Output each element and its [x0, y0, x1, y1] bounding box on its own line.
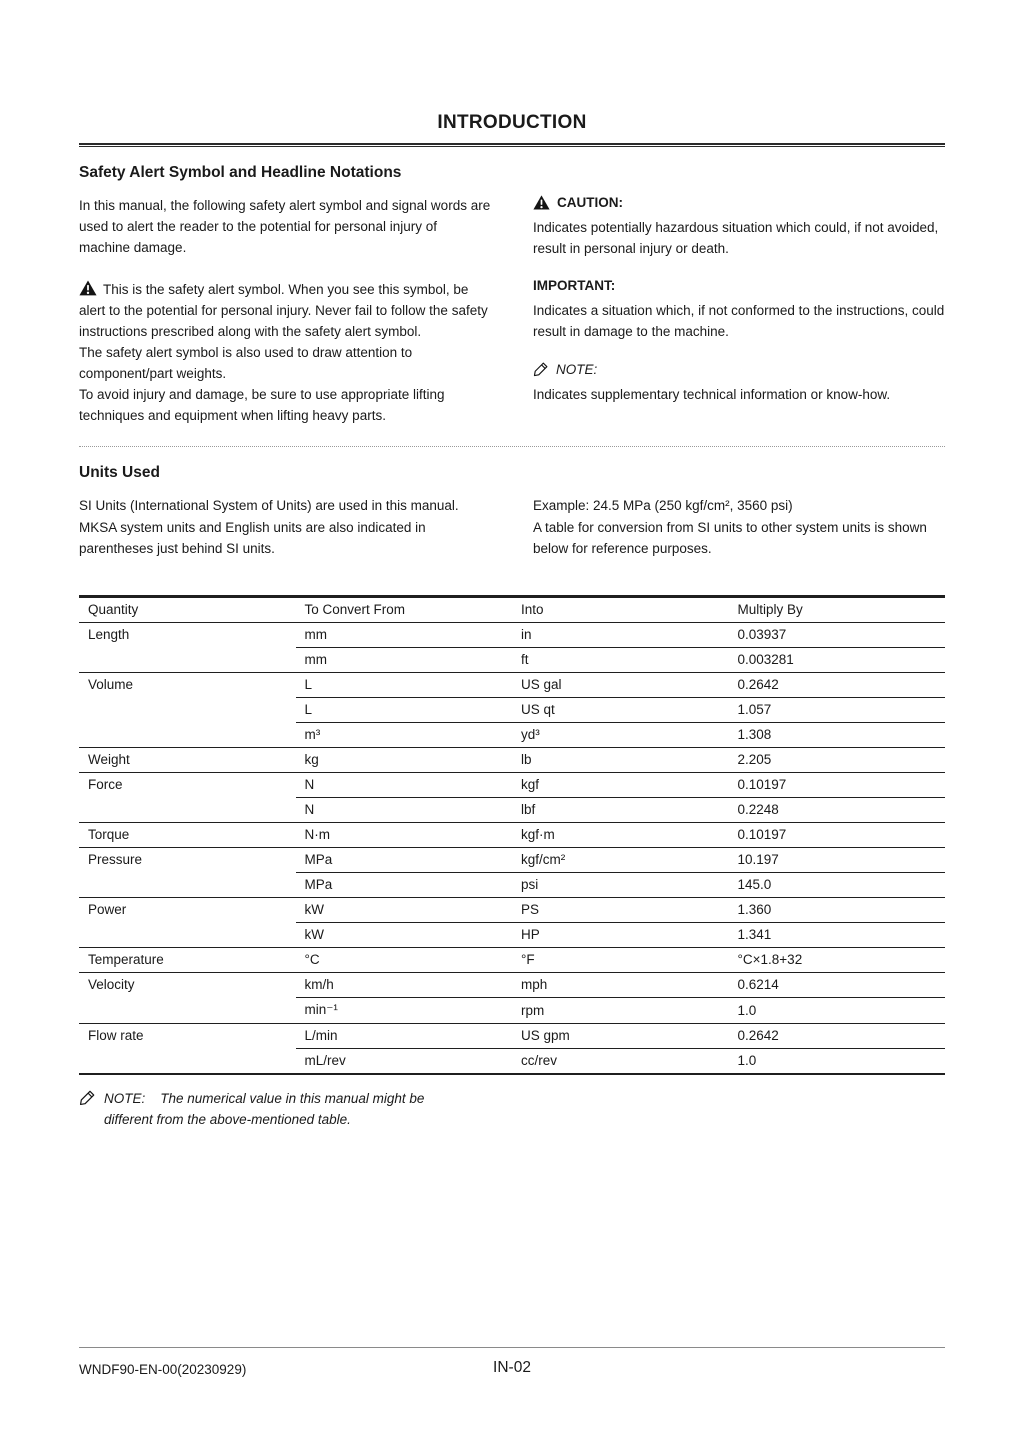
- page-footer: [79, 1347, 945, 1379]
- multiply-by-cell: 0.10197: [729, 772, 946, 797]
- quantity-cell: [79, 797, 296, 822]
- quantity-cell: [79, 872, 296, 897]
- units-section-heading: Units Used: [79, 464, 160, 482]
- into-cell: US gpm: [512, 1023, 729, 1048]
- convert-from-cell: MPa: [296, 872, 513, 897]
- table-header-row: [79, 596, 945, 622]
- table-row: [79, 922, 945, 947]
- safety-section-heading: Safety Alert Symbol and Headline Notations: [79, 164, 402, 181]
- quantity-cell: Flow rate: [79, 1023, 296, 1048]
- convert-from-cell: kg: [296, 747, 513, 772]
- warning-triangle-icon: [79, 280, 97, 296]
- title-divider: [79, 143, 945, 147]
- into-cell: °F: [512, 947, 729, 972]
- units-example: Example: 24.5 MPa (250 kgf/cm², 3560 psi): [533, 498, 793, 514]
- table-row: [79, 722, 945, 747]
- quantity-cell: Torque: [79, 822, 296, 847]
- into-cell: kgf/cm²: [512, 847, 729, 872]
- convert-from-cell: N·m: [296, 822, 513, 847]
- note-label: NOTE:: [556, 361, 598, 377]
- important-text: Indicates a situation which, if not conformed to the instructions, could result in damage to the machine.: [533, 303, 945, 340]
- quantity-cell: Volume: [79, 672, 296, 697]
- safety-intro-paragraph: In this manual, the following safety alert symbol and signal words are used to alert the reader to the potential for personal injury of machine damage.: [79, 198, 491, 256]
- safety-alert-block: [79, 279, 491, 426]
- convert-from-cell: mL/rev: [296, 1048, 513, 1074]
- into-cell: US gal: [512, 672, 729, 697]
- convert-from-cell: N: [296, 772, 513, 797]
- table-row: [79, 672, 945, 697]
- into-cell: psi: [512, 872, 729, 897]
- multiply-by-cell: 145.0: [729, 872, 946, 897]
- conversion-table-wrap: [79, 595, 945, 1075]
- safety-alert-paragraph-2: The safety alert symbol is also used to draw attention to component/part weights.: [79, 345, 413, 382]
- into-cell: kgf·m: [512, 822, 729, 847]
- table-row: [79, 772, 945, 797]
- bottom-note: [79, 1089, 945, 1131]
- header-to-convert-from: To Convert From: [296, 596, 513, 622]
- multiply-by-cell: 0.003281: [729, 647, 946, 672]
- multiply-by-cell: 0.6214: [729, 972, 946, 997]
- bottom-note-text: The numerical value in this manual might be different from the above-mentioned table.: [104, 1090, 425, 1127]
- note-label-row: [533, 361, 945, 377]
- table-row: [79, 622, 945, 647]
- caution-label-row: [533, 195, 945, 210]
- units-left-column: [79, 495, 491, 558]
- warning-triangle-icon: [533, 195, 550, 210]
- table-row: [79, 847, 945, 872]
- quantity-cell: Temperature: [79, 947, 296, 972]
- quantity-cell: Length: [79, 622, 296, 647]
- convert-from-cell: kW: [296, 922, 513, 947]
- table-row: [79, 822, 945, 847]
- multiply-by-cell: 0.03937: [729, 622, 946, 647]
- convert-from-cell: mm: [296, 647, 513, 672]
- quantity-cell: Weight: [79, 747, 296, 772]
- manual-page: [79, 0, 945, 1130]
- convert-from-cell: kW: [296, 897, 513, 922]
- safety-section-columns: [79, 195, 945, 426]
- important-callout: [533, 278, 945, 342]
- conversion-table: [79, 595, 945, 1075]
- table-row: [79, 797, 945, 822]
- header-into: Into: [512, 596, 729, 622]
- convert-from-cell: min⁻¹: [296, 997, 513, 1023]
- pencil-note-icon: [79, 1089, 96, 1106]
- convert-from-cell: N: [296, 797, 513, 822]
- table-row: [79, 647, 945, 672]
- quantity-cell: [79, 997, 296, 1023]
- multiply-by-cell: 2.205: [729, 747, 946, 772]
- quantity-cell: Power: [79, 897, 296, 922]
- multiply-by-cell: 0.10197: [729, 822, 946, 847]
- safety-alert-paragraph-3: To avoid injury and damage, be sure to use appropriate lifting techniques and equipment when lifting heavy parts.: [79, 387, 445, 424]
- into-cell: ft: [512, 647, 729, 672]
- quantity-cell: Velocity: [79, 972, 296, 997]
- table-row: [79, 697, 945, 722]
- into-cell: rpm: [512, 997, 729, 1023]
- important-label-row: [533, 278, 945, 293]
- safety-alert-paragraph-1: This is the safety alert symbol. When you see this symbol, be alert to the potential for personal injury. Never fail to follow the safety instructions prescribed along with the safety alert symbol.: [79, 282, 488, 340]
- table-row: [79, 972, 945, 997]
- into-cell: US qt: [512, 697, 729, 722]
- units-intro-paragraph: SI Units (International System of Units) are used in this manual. MKSA system units and English units are also indicated in parentheses just behind SI units.: [79, 498, 459, 556]
- into-cell: cc/rev: [512, 1048, 729, 1074]
- convert-from-cell: MPa: [296, 847, 513, 872]
- units-table-intro: A table for conversion from SI units to other system units is shown below for reference purposes.: [533, 519, 927, 556]
- caution-label: CAUTION:: [557, 195, 623, 210]
- header-quantity: Quantity: [79, 596, 296, 622]
- conversion-table-body: [79, 622, 945, 1074]
- note-callout: [533, 361, 945, 405]
- pencil-note-icon: [533, 361, 549, 377]
- bottom-note-label: NOTE:: [104, 1090, 146, 1106]
- quantity-cell: [79, 647, 296, 672]
- caution-callout: [533, 195, 945, 259]
- multiply-by-cell: 0.2642: [729, 672, 946, 697]
- table-row: [79, 872, 945, 897]
- multiply-by-cell: 1.360: [729, 897, 946, 922]
- into-cell: yd³: [512, 722, 729, 747]
- multiply-by-cell: 10.197: [729, 847, 946, 872]
- convert-from-cell: L: [296, 697, 513, 722]
- footer-page-number: IN-02: [493, 1359, 531, 1376]
- important-label: IMPORTANT:: [533, 278, 616, 294]
- multiply-by-cell: 1.0: [729, 1048, 946, 1074]
- convert-from-cell: L: [296, 672, 513, 697]
- table-row: [79, 747, 945, 772]
- units-right-column: [533, 495, 945, 558]
- convert-from-cell: mm: [296, 622, 513, 647]
- convert-from-cell: L/min: [296, 1023, 513, 1048]
- multiply-by-cell: 1.341: [729, 922, 946, 947]
- multiply-by-cell: 1.057: [729, 697, 946, 722]
- safety-right-column: [533, 195, 945, 426]
- convert-from-cell: m³: [296, 722, 513, 747]
- safety-left-column: [79, 195, 491, 426]
- quantity-cell: Pressure: [79, 847, 296, 872]
- table-row: [79, 997, 945, 1023]
- table-row: [79, 947, 945, 972]
- convert-from-cell: km/h: [296, 972, 513, 997]
- bottom-note-text-wrap: [104, 1089, 476, 1131]
- quantity-cell: [79, 922, 296, 947]
- multiply-by-cell: °C×1.8+32: [729, 947, 946, 972]
- into-cell: lbf: [512, 797, 729, 822]
- note-text: Indicates supplementary technical information or know-how.: [533, 387, 891, 403]
- into-cell: HP: [512, 922, 729, 947]
- into-cell: in: [512, 622, 729, 647]
- quantity-cell: [79, 722, 296, 747]
- multiply-by-cell: 1.308: [729, 722, 946, 747]
- into-cell: lb: [512, 747, 729, 772]
- quantity-cell: [79, 1048, 296, 1074]
- into-cell: kgf: [512, 772, 729, 797]
- quantity-cell: [79, 697, 296, 722]
- table-row: [79, 1023, 945, 1048]
- multiply-by-cell: 0.2248: [729, 797, 946, 822]
- header-multiply-by: Multiply By: [729, 596, 946, 622]
- footer-document-number: WNDF90-EN-00(20230929): [79, 1362, 247, 1377]
- multiply-by-cell: 1.0: [729, 997, 946, 1023]
- quantity-cell: Force: [79, 772, 296, 797]
- section-divider: [79, 446, 945, 447]
- into-cell: mph: [512, 972, 729, 997]
- units-section-columns: [79, 495, 945, 558]
- table-row: [79, 1048, 945, 1074]
- caution-text: Indicates potentially hazardous situation which could, if not avoided, result in personal injury or death.: [533, 220, 939, 257]
- multiply-by-cell: 0.2642: [729, 1023, 946, 1048]
- page-title: INTRODUCTION: [437, 112, 587, 133]
- convert-from-cell: °C: [296, 947, 513, 972]
- table-row: [79, 897, 945, 922]
- into-cell: PS: [512, 897, 729, 922]
